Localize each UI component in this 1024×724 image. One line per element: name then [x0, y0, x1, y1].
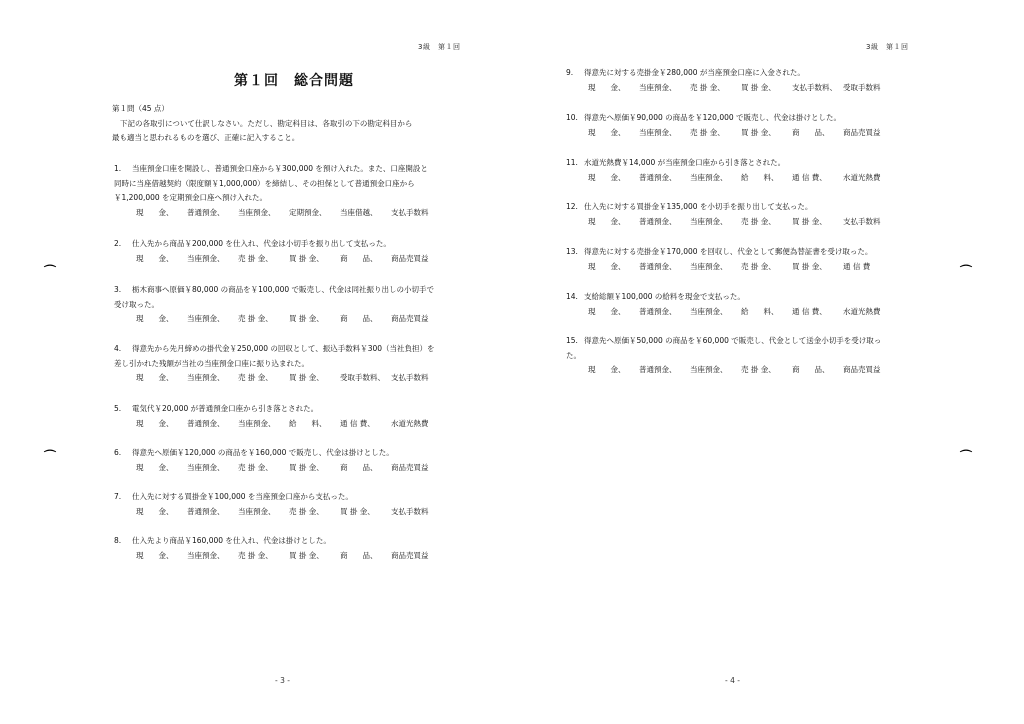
question-number: 13.: [566, 247, 578, 256]
question-statement: [566, 200, 936, 215]
account-option: 売 掛 金、: [289, 506, 324, 516]
question-12: [566, 200, 936, 227]
account-option: 買 掛 金、: [289, 462, 324, 472]
question-2: [114, 237, 484, 264]
account-option: 商品売買益: [391, 550, 429, 560]
account-option: 現 金、: [588, 172, 626, 182]
account-option: 現 金、: [588, 365, 626, 374]
account-option: 商品売買益: [843, 127, 881, 137]
account-option: 買 掛 金、: [741, 82, 776, 92]
account-option: 支払手数料: [391, 506, 429, 516]
account-option: 通 信 費、: [792, 172, 827, 182]
account-option: 通 信 費、: [340, 418, 375, 428]
account-options: [114, 253, 484, 264]
account-option: 現 金、: [136, 373, 174, 382]
account-option: 水道光熱費: [391, 418, 429, 428]
account-option: 水道光熱費: [843, 172, 881, 182]
question-number: 1.: [114, 164, 122, 173]
question-text: 仕入先に対する買掛金￥135,000 を小切手を振り出して支払った。: [584, 202, 813, 211]
account-option: 売 掛 金、: [238, 550, 273, 560]
question-text: 得意先へ原価￥50,000 の商品を￥60,000 で販売し、代金として送金小切手を受け取っ: [584, 336, 882, 345]
question-text: 得意先から先月締めの掛代金￥250,000 の回収として、振込手数料￥300（当社負担）を: [132, 344, 435, 353]
question-text: 当座預金口座を開設し、普通預金口座から￥300,000 を預け入れた。また、口座開設と: [132, 164, 428, 173]
account-options: [566, 172, 936, 183]
account-option: 売 掛 金、: [238, 253, 273, 263]
account-option: 買 掛 金、: [289, 373, 324, 382]
account-option: 商 品、: [340, 550, 378, 560]
account-option: 商品売買益: [843, 365, 881, 374]
account-option: 当座預金、: [238, 418, 276, 428]
question-statement: [114, 534, 484, 549]
account-options: [566, 364, 936, 375]
account-option: 支払手数料: [391, 207, 429, 217]
question-number: 2.: [114, 239, 122, 248]
question-4: [114, 342, 484, 383]
instruction-line: 最も適当と思われるものを選び、正確に記入すること。: [112, 133, 300, 142]
account-option: 買 掛 金、: [289, 314, 324, 323]
account-option: 売 掛 金、: [690, 127, 725, 137]
account-options: [566, 82, 936, 93]
question-5: [114, 402, 484, 429]
account-option: 当座預金、: [187, 314, 225, 323]
account-option: 当座預金、: [187, 550, 225, 560]
question-number: 3.: [114, 285, 122, 294]
account-option: 売 掛 金、: [238, 373, 273, 382]
question-statement: [566, 66, 936, 81]
question-number: 4.: [114, 344, 122, 353]
account-option: 売 掛 金、: [741, 216, 776, 226]
question-11: [566, 156, 936, 183]
account-option: 支払手数料: [391, 373, 429, 382]
question-13: [566, 245, 936, 272]
account-option: 売 掛 金、: [238, 314, 273, 323]
question-7: [114, 490, 484, 517]
account-option: 受取手数料、: [340, 373, 385, 382]
account-option: 現 金、: [136, 207, 174, 217]
question-text: た。: [566, 350, 581, 360]
account-options: [566, 261, 936, 272]
account-option: 売 掛 金、: [690, 82, 725, 92]
account-option: 普通預金、: [187, 418, 225, 428]
account-option: 支払手数料、: [792, 82, 837, 92]
account-option: 現 金、: [588, 306, 626, 316]
account-option: 現 金、: [588, 82, 626, 92]
question-statement: [566, 290, 936, 305]
question-number: 5.: [114, 404, 122, 413]
question-statement: [114, 402, 484, 417]
question-text: 得意先へ原価￥120,000 の商品を￥160,000 で販売し、代金は掛けとした。: [132, 448, 394, 457]
account-option: 当座預金、: [690, 261, 728, 271]
account-option: 当座預金、: [238, 207, 276, 217]
section-heading: 第１問（45 点）: [112, 104, 169, 113]
page-number: - 3 -: [275, 676, 290, 685]
question-6: [114, 446, 484, 473]
question-statement: [114, 162, 484, 206]
account-option: 受取手数料: [843, 82, 881, 92]
account-options: [114, 418, 484, 429]
account-options: [114, 207, 484, 218]
account-option: 買 掛 金、: [741, 127, 776, 137]
account-option: 通 信 費: [843, 261, 871, 271]
question-8: [114, 534, 484, 561]
account-option: 売 掛 金、: [741, 261, 776, 271]
question-15: [566, 334, 936, 375]
question-number: 12.: [566, 202, 578, 211]
question-number: 14.: [566, 292, 578, 301]
question-number: 8.: [114, 536, 122, 545]
account-option: 定期預金、: [289, 207, 327, 217]
page-header: 3級 第１回: [866, 43, 909, 51]
account-option: 買 掛 金、: [289, 550, 324, 560]
account-option: 商 品、: [792, 127, 830, 137]
account-options: [114, 462, 484, 473]
account-option: 当座預金、: [238, 506, 276, 516]
account-option: 普通預金、: [639, 261, 677, 271]
account-option: 当座預金、: [187, 253, 225, 263]
account-option: 現 金、: [588, 216, 626, 226]
question-text: 得意先に対する売掛金￥170,000 を回収し、代金として郵便為替証書を受け取った。: [584, 247, 873, 256]
account-option: 普通預金、: [187, 207, 225, 217]
instructions: [112, 117, 467, 145]
account-option: 現 金、: [136, 418, 174, 428]
question-10: [566, 111, 936, 138]
account-option: 現 金、: [136, 550, 174, 560]
account-option: 現 金、: [136, 253, 174, 263]
page-title: 第１回 総合問題: [234, 73, 354, 89]
account-options: [114, 550, 484, 561]
question-statement: [114, 446, 484, 461]
account-option: 買 掛 金、: [340, 506, 375, 516]
binding-mark-icon: ⌒: [960, 264, 973, 278]
question-text: 栃木商事へ原価￥80,000 の商品を￥100,000 で販売し、代金は同社振り出しの小切手で: [132, 285, 435, 294]
question-text: 得意先に対する売掛金￥280,000 が当座預金口座に入金された。: [584, 68, 805, 77]
question-statement: [566, 111, 936, 126]
binding-mark-icon: ⌒: [44, 264, 57, 278]
question-statement: [566, 334, 936, 363]
account-option: 買 掛 金、: [792, 216, 827, 226]
account-option: 現 金、: [588, 261, 626, 271]
question-text: 差し引かれた残額が当社の当座預金口座に振り込まれた。: [114, 358, 309, 368]
account-option: 現 金、: [136, 462, 174, 472]
question-number: 9.: [566, 68, 574, 77]
question-statement: [566, 245, 936, 260]
question-9: [566, 66, 936, 93]
account-option: 普通預金、: [187, 506, 225, 516]
question-text: 仕入先より商品￥160,000 を仕入れ、代金は掛けとした。: [132, 536, 331, 545]
account-option: 商 品、: [340, 253, 378, 263]
account-option: 給 料、: [741, 306, 779, 316]
account-option: 当座預金、: [639, 82, 677, 92]
account-option: 商 品、: [340, 462, 378, 472]
account-option: 普通預金、: [639, 365, 677, 374]
question-statement: [114, 237, 484, 252]
question-statement: [114, 283, 484, 312]
account-option: 現 金、: [136, 506, 174, 516]
question-14: [566, 290, 936, 317]
account-option: 当座預金、: [187, 462, 225, 472]
question-text: 支給総額￥100,000 の給料を現金で支払った。: [584, 292, 745, 301]
account-option: 普通預金、: [639, 216, 677, 226]
account-options: [566, 216, 936, 227]
account-option: 商 品、: [792, 365, 830, 374]
account-options: [566, 306, 936, 317]
account-option: 普通預金、: [639, 306, 677, 316]
page-number: - 4 -: [725, 676, 740, 685]
account-option: 当座預金、: [690, 306, 728, 316]
account-option: 給 料、: [741, 172, 779, 182]
account-option: 当座借越、: [340, 207, 378, 217]
account-option: 通 信 費、: [792, 306, 827, 316]
question-number: 11.: [566, 158, 578, 167]
account-option: 商 品、: [340, 314, 378, 323]
account-option: 給 料、: [289, 418, 327, 428]
account-option: 売 掛 金、: [741, 365, 776, 374]
question-number: 10.: [566, 113, 578, 122]
question-statement: [566, 156, 936, 171]
account-options: [114, 372, 484, 383]
question-text: ￥1,200,000 を定期預金口座へ預け入れた。: [114, 193, 268, 202]
account-option: 買 掛 金、: [792, 261, 827, 271]
question-3: [114, 283, 484, 324]
question-1: [114, 162, 484, 218]
account-option: 普通預金、: [639, 172, 677, 182]
account-option: 当座預金、: [690, 172, 728, 182]
account-option: 当座預金、: [639, 127, 677, 137]
account-option: 支払手数料: [843, 216, 881, 226]
account-option: 商品売買益: [391, 314, 429, 323]
page-header: 3級 第１回: [418, 43, 461, 51]
binding-mark-icon: ⌒: [44, 449, 57, 463]
account-option: 当座預金、: [187, 373, 225, 382]
account-options: [114, 506, 484, 517]
question-number: 6.: [114, 448, 122, 457]
question-text: 仕入先から商品￥200,000 を仕入れ、代金は小切手を振り出して支払った。: [132, 239, 391, 248]
question-number: 15.: [566, 336, 578, 345]
question-statement: [114, 490, 484, 505]
account-option: 現 金、: [588, 127, 626, 137]
account-option: 現 金、: [136, 314, 174, 323]
account-option: 買 掛 金、: [289, 253, 324, 263]
question-text: 電気代￥20,000 が普通預金口座から引き落とされた。: [132, 404, 319, 413]
question-text: 同時に当座借越契約（限度額￥1,000,000）を締結し、その担保として普通預金口座から: [114, 178, 415, 188]
instruction-line: 下記の各取引について仕訳しなさい。ただし、勘定科目は、各取引の下の勘定科目から: [120, 119, 413, 128]
account-option: 売 掛 金、: [238, 462, 273, 472]
question-text: 水道光熱費￥14,000 が当座預金口座から引き落とされた。: [584, 158, 786, 167]
question-text: 得意先へ原価￥90,000 の商品を￥120,000 で販売し、代金は掛けとした。: [584, 113, 842, 122]
account-options: [566, 127, 936, 138]
binding-mark-icon: ⌒: [960, 449, 973, 463]
account-option: 水道光熱費: [843, 306, 881, 316]
question-statement: [114, 342, 484, 371]
account-options: [114, 313, 484, 324]
account-option: 商品売買益: [391, 253, 429, 263]
question-number: 7.: [114, 492, 122, 501]
account-option: 当座預金、: [690, 216, 728, 226]
account-option: 当座預金、: [690, 365, 728, 374]
account-option: 商品売買益: [391, 462, 429, 472]
question-text: 受け取った。: [114, 299, 159, 309]
page-right: [512, 0, 1024, 724]
question-text: 仕入先に対する買掛金￥100,000 を当座預金口座から支払った。: [132, 492, 353, 501]
